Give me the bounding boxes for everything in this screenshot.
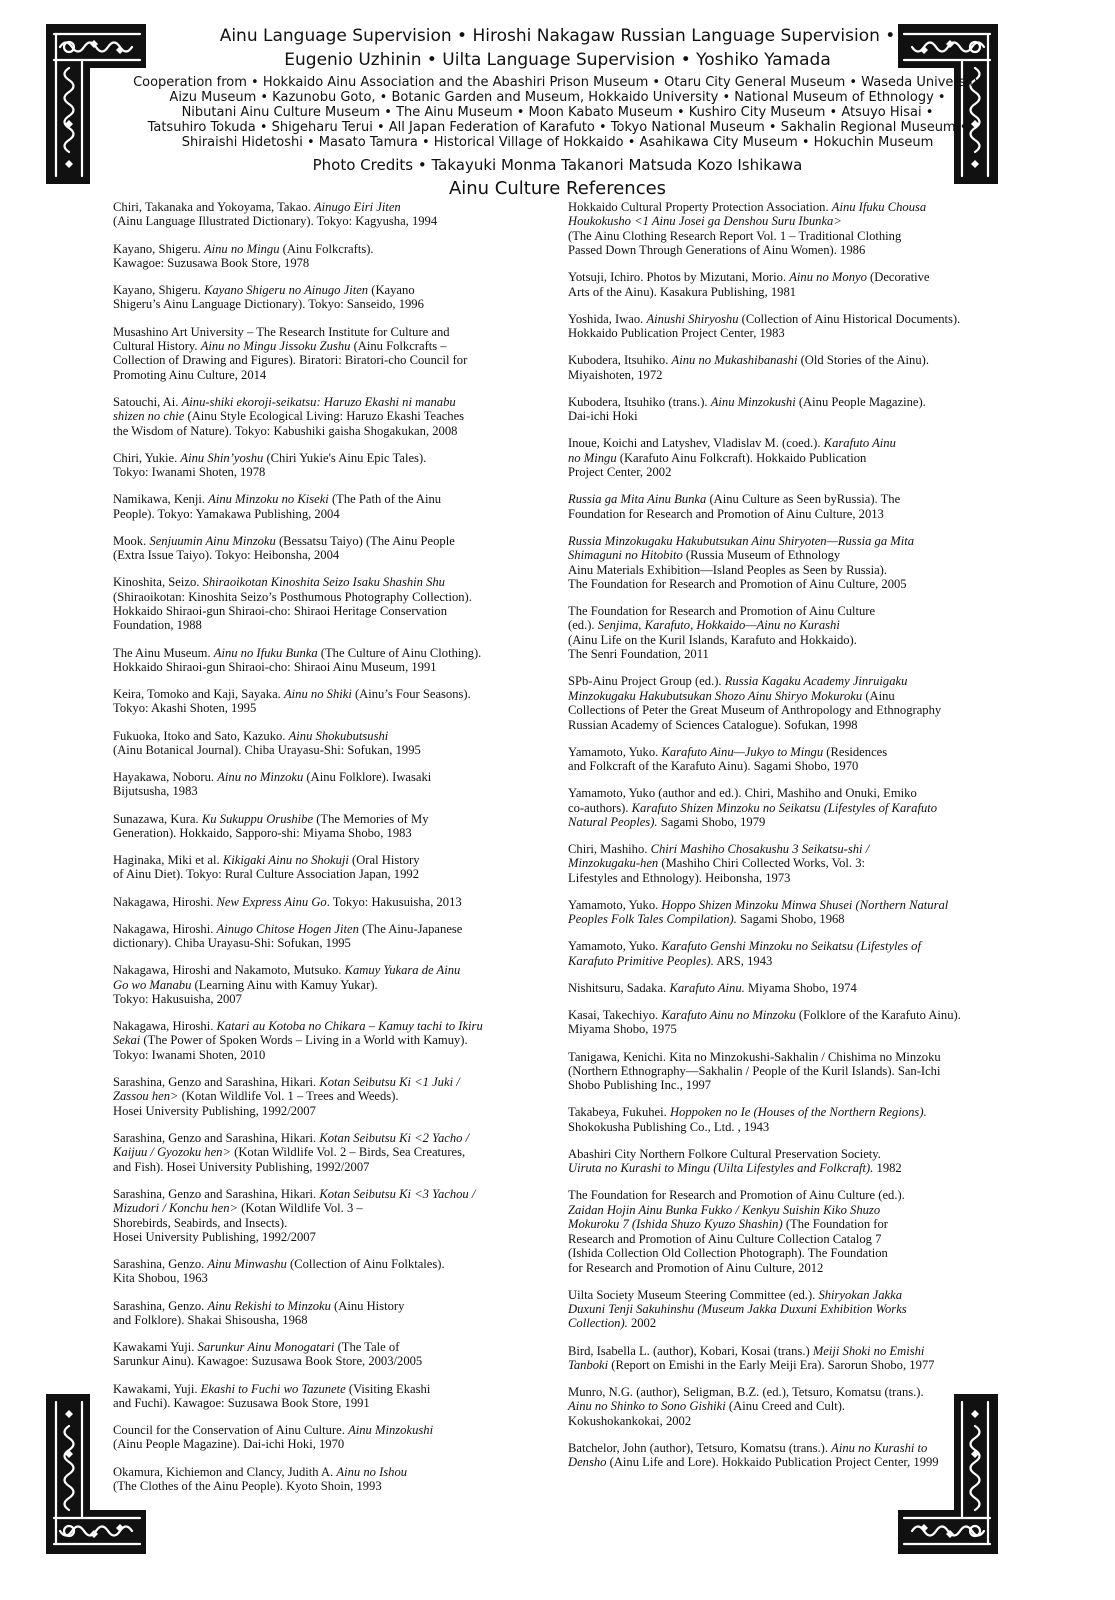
reference-entry [113, 1423, 568, 1452]
reference-details: (Report on Emishi in the Early Meiji Era). Sarorun Shobo, 1977 [608, 1357, 935, 1372]
reference-details: (Karafuto Ainu Folkcraft). Hokkaido Publication Project Center, 2002 [568, 450, 867, 480]
reference-details: (The Clothes of the Ainu People). Kyoto Shoin, 1993 [113, 1478, 382, 1493]
reference-author: Nakagawa, Hiroshi. [113, 921, 217, 936]
reference-details: (Kotan Wildlife Vol. 1 – Trees and Weeds). Hosei University Publishing, 1992/2007 [113, 1089, 399, 1118]
reference-entry [113, 1257, 568, 1286]
reference-title: Russia Minzokugaku Hakubutsukan Ainu Shiryoten—Russia ga Mita Shimaguni no Hitobito [568, 533, 915, 563]
reference-entry [568, 1105, 1058, 1134]
reference-title: Kotan Seibutsu Ki <2 Yacho / Kaijuu / Gyozoku hen> [113, 1130, 470, 1160]
references-right-column [568, 200, 1058, 1482]
reference-details: (Ainu Botanical Journal). Chiba Urayasu-Shi: Sofukan, 1995 [113, 742, 421, 757]
reference-details: (Folklore of the Karafuto Ainu). Miyama Shobo, 1975 [568, 1008, 961, 1037]
reference-author: The Ainu Museum. [113, 645, 214, 660]
reference-entry [113, 1382, 568, 1411]
reference-details: (The Culture of Ainu Clothing). Hokkaido Shiraoi-gun Shiraoi-cho: Shiraoi Ainu Museum, 1991 [113, 645, 482, 674]
reference-author: The Foundation for Research and Promotion of Ainu Culture (ed.). [568, 604, 876, 633]
reference-author: Kayano, Shigeru. [113, 241, 204, 256]
reference-entry [568, 395, 1058, 424]
reference-details: (Collection of Ainu Folktales). Kita Shobou, 1963 [113, 1257, 445, 1286]
reference-title: Uiruta no Kurashi to Mingu (Uilta Lifestyles and Folkcraft). [568, 1161, 874, 1176]
reference-details: (Mashiho Chiri Collected Works, Vol. 3: Lifestyles and Ethnology). Heibonsha, 1973 [568, 856, 866, 885]
reference-title: Karafuto Ainu no Mingu [568, 436, 896, 465]
reference-title: Ainu no Ifuku Bunka [213, 645, 318, 660]
reference-author: Abashiri City Northern Folkore Cultural Preservation Society. [568, 1146, 881, 1161]
reference-title: Karafuto Ainu. [669, 980, 745, 995]
reference-entry [568, 898, 1058, 927]
reference-title: Karafuto Ainu no Minzoku [661, 1008, 796, 1023]
reference-entry [113, 1187, 568, 1245]
reference-details: (Kotan Wildlife Vol. 3 – Shorebirds, Seabirds, and Insects). Hosei University Publishing, 1992/2007 [113, 1201, 363, 1244]
reference-title: Ainu Minzokushi [710, 394, 796, 409]
reference-entry [113, 283, 568, 312]
reference-entry [568, 1385, 1058, 1428]
reference-details: (Visiting Ekashi and Fuchi). Kawagoe: Suzusawa Book Store, 1991 [113, 1381, 431, 1410]
reference-entry [568, 1008, 1058, 1037]
reference-entry [568, 312, 1058, 341]
reference-title: Ainu Rekishi to Minzoku [207, 1298, 331, 1313]
reference-author: SPb-Ainu Project Group (ed.). [568, 674, 725, 689]
reference-details: (The Power of Spoken Words – Living in a World with Kamuy). Tokyo: Iwanami Shoten, 2010 [113, 1033, 468, 1062]
reference-entry [568, 1441, 1058, 1470]
reference-author: Kubodera, Itsuhiko. [568, 353, 672, 368]
reference-author: Mook. [113, 533, 150, 548]
reference-title: Shiraoikotan Kinoshita Seizo Isaku Shashin Shu [202, 575, 445, 590]
reference-entry [113, 1299, 568, 1328]
reference-entry [113, 451, 568, 480]
reference-author: Nakagawa, Hiroshi. [113, 1019, 217, 1034]
reference-title: Sarunkur Ainu Monogatari [197, 1340, 335, 1355]
credits-header [110, 24, 1005, 202]
cooperation-line: Cooperation from • Hokkaido Ainu Association and the Abashiri Prison Museum • Otaru City General Museum • Waseda University [133, 75, 982, 90]
reference-title: Ainushi Shiryoshu [646, 311, 739, 326]
reference-entry [568, 1050, 1058, 1093]
reference-details: (The Tale of Sarunkur Ainu). Kawagoe: Suzusawa Book Store, 2003/2005 [113, 1340, 423, 1369]
reference-details: (Kotan Wildlife Vol. 2 – Birds, Sea Creatures, and Fish). Hosei University Publishing, 1992/2007 [113, 1145, 466, 1174]
reference-author: Chiri, Yukie. [113, 450, 181, 465]
reference-title: Meiji Shoki no Emishi Tanboki [568, 1343, 925, 1372]
reference-entry [113, 200, 568, 229]
reference-entry [113, 242, 568, 271]
reference-details: (Decorative Arts of the Ainu). Kasakura Publishing, 1981 [568, 270, 930, 299]
reference-title: Ainu no Minzoku [217, 770, 304, 785]
reference-details: (The Path of the Ainu People). Tokyo: Yamakawa Publishing, 2004 [113, 492, 442, 521]
reference-details: (Ainu People Magazine). Dai-ichi Hoki, 1970 [113, 1437, 345, 1452]
reference-author: Bird, Isabella L. (author), Kobari, Kosai (trans.) [568, 1343, 813, 1358]
reference-title: Ainu Minzokushi [348, 1423, 434, 1438]
reference-author: Yamamoto, Yuko. [568, 744, 662, 759]
reference-title: Ainu Ifuku Chousa Houkokusho <1 Ainu Josei ga Denshou Suru Ibunka> [568, 200, 927, 229]
reference-author: Sarashina, Genzo. [113, 1298, 208, 1313]
reference-author: Munro, N.G. (author), Seligman, B.Z. (ed.), Tetsuro, Komatsu (trans.). [568, 1385, 924, 1399]
reference-title: Kamuy Yukara de Ainu Go wo Manabu [113, 963, 461, 992]
reference-details: (Ainu Folkcrafts). Kawagoe: Suzusawa Book Store, 1978 [113, 241, 374, 270]
supervision-line-2: Eugenio Uzhinin • Uilta Language Supervision • Yoshiko Yamada [284, 50, 831, 70]
reference-title: Chiri Mashiho Chosakushu 3 Seikatsu-shi / Minzokugaku-hen [568, 842, 870, 871]
reference-details: (Kayano Shigeru’s Ainu Language Dictionary). Tokyo: Sanseido, 1996 [113, 283, 424, 312]
reference-title: Ainu no Ishou [336, 1464, 408, 1479]
reference-title: Ainugo Chitose Hogen Jiten [216, 921, 359, 936]
reference-author: Sarashina, Genzo and Sarashina, Hikari. [113, 1074, 320, 1089]
reference-title: Russia ga Mita Ainu Bunka [568, 492, 707, 507]
reference-entry [568, 1147, 1058, 1176]
reference-title: Ainu no Mingu [203, 241, 280, 256]
reference-details: (Chiri Yukie's Ainu Epic Tales). Tokyo: Iwanami Shoten, 1978 [113, 450, 427, 480]
reference-entry [568, 534, 1058, 592]
reference-details: (Ainu Culture as Seen byRussia). The Foundation for Research and Promotion of Ainu Culture, 2013 [568, 492, 901, 521]
reference-author: Takabeya, Fukuhei. [568, 1105, 670, 1120]
reference-details: (The Foundation for Research and Promotion of Ainu Culture Collection Catalog 7 (Ishida Collection Old Collection Photograph). The Foundation for Research and Promotion of Ainu Culture, 2012 [568, 1217, 888, 1275]
reference-author: Kinoshita, Seizo. [113, 575, 203, 590]
reference-entry [568, 674, 1058, 732]
references-title: Ainu Culture References [448, 178, 667, 199]
reference-author: Kayano, Shigeru. [113, 283, 204, 297]
reference-entry [113, 575, 568, 633]
reference-details: (Ainu Folkcrafts – Collection of Drawing and Figures). Biratori: Biratori-cho Council for Promoting Ainu Culture, 2014 [113, 338, 468, 382]
reference-title: Ku Sukuppu Orushibe [201, 811, 314, 826]
reference-title: Ainu Minzoku no Kiseki [208, 492, 329, 507]
reference-author: Yamamoto, Yuko. [568, 939, 662, 954]
reference-entry [113, 1019, 568, 1062]
reference-title: Senjuumin Ainu Minzoku [149, 533, 276, 548]
reference-author: Hayakawa, Noboru. [113, 770, 218, 785]
reference-details: (Bessatsu Taiyo) (The Ainu People (Extra Issue Taiyo). Tokyo: Heibonsha, 2004 [113, 533, 455, 563]
reference-title: Kotan Seibutsu Ki <1 Juki / Zassou hen> [113, 1074, 460, 1104]
reference-entry [568, 1188, 1058, 1274]
reference-details: (Shiraoikotan: Kinoshita Seizo’s Posthumous Photography Collection). Hokkaido Shiraoi-gun Shiraoi-cho: Shiraoi Heritage Conservation Foundation, 1988 [113, 589, 472, 633]
reference-author: Batchelor, John (author), Tetsuro, Komatsu (trans.). [568, 1440, 832, 1455]
reference-details: (Ainu Style Ecological Living: Haruzo Ekashi Teaches the Wisdom of Nature). Tokyo: Kabushiki gaisha Shogakukan, 2008 [113, 409, 465, 438]
reference-details: 2002 [627, 1316, 657, 1331]
reference-entry [568, 939, 1058, 968]
reference-entry [113, 895, 568, 909]
reference-author: Fukuoka, Itoko and Sato, Kazuko. [113, 728, 289, 743]
cooperation-line: Nibutani Ainu Culture Museum • The Ainu Museum • Moon Kabato Museum • Kushiro City Museum • Atsuyo Hisai • [181, 105, 934, 120]
reference-entry [568, 842, 1058, 885]
references-left-column [113, 200, 568, 1506]
reference-entry [113, 963, 568, 1006]
reference-author: Yotsuji, Ichiro. Photos by Mizutani, Morio. [568, 270, 790, 285]
reference-author: Kawakami Yuji. [113, 1340, 198, 1355]
reference-author: Nakagawa, Hiroshi and Nakamoto, Mutsuko. [113, 963, 345, 978]
reference-entry [568, 786, 1058, 829]
reference-details: (Ainu Language Illustrated Dictionary). Tokyo: Kagyusha, 1994 [113, 214, 438, 229]
reference-title: Ainu no Shinko to Sono Gishiki [568, 1399, 726, 1414]
reference-entry [568, 1344, 1058, 1373]
reference-details: Shokokusha Publishing Co., Ltd. , 1943 [568, 1119, 770, 1134]
reference-title: Zaidan Hojin Ainu Bunka Fukko / Kenkyu Suishin Kiko Shuzo Mokuroku 7 (Ishida Shuzo Kyuzo Shashin) [568, 1202, 881, 1232]
reference-title: Russia Kagaku Academy Jinruigaku Minzokugaku Hakubutsukan Shozo Ainu Shiryo Mokuroku [568, 674, 908, 703]
reference-author: Chiri, Mashiho. [568, 842, 651, 857]
reference-author: Namikawa, Kenji. [113, 492, 209, 507]
reference-author: Sarashina, Genzo. [113, 1257, 208, 1272]
reference-author: Sarashina, Genzo and Sarashina, Hikari. [113, 1130, 320, 1145]
reference-entry [113, 395, 568, 438]
reference-entry [568, 270, 1058, 299]
reference-details: (Residences and Folkcraft of the Karafuto Ainu). Sagami Shobo, 1970 [568, 744, 888, 774]
reference-author: Tanigawa, Kenichi. Kita no Minzokushi-Sakhalin / Chishima no Minzoku (Northern Ethnography—Sakhalin / People of the Kuril Islands). San-Ichi Shobo Publishing Inc., 1997 [568, 1049, 941, 1093]
reference-entry [113, 770, 568, 799]
reference-author: Yamamoto, Yuko. [568, 897, 662, 912]
reference-title: Ainugo Eiri Jiten [313, 200, 401, 214]
reference-entry [568, 492, 1058, 521]
cooperation-line: Shiraishi Hidetoshi • Masato Tamura • Historical Village of Hokkaido • Asahikawa City Museum • Hokuchin Museum [181, 135, 934, 150]
reference-title: Ainu Shokubutsushi [288, 728, 389, 743]
reference-details: (Old Stories of the Ainu). Miyaishoten, 1972 [568, 353, 929, 382]
reference-details: (The Ainu Clothing Research Report Vol. 1 – Traditional Clothing Passed Down Through Generations of Ainu Women). 1986 [568, 228, 902, 258]
reference-title: Karafuto Shizen Minzoku no Seikatsu (Lifestyles of Karafuto Natural Peoples). [568, 800, 938, 829]
reference-details: Miyama Shobo, 1974 [744, 980, 857, 995]
reference-details: (Ainu Folklore). Iwasaki Bijutsusha, 1983 [113, 770, 432, 799]
reference-details: Sagami Shobo, 1979 [657, 814, 766, 829]
reference-details: (The Ainu-Japanese dictionary). Chiba Urayasu-Shi: Sofukan, 1995 [113, 921, 463, 951]
reference-title: Ainu no Mukashibanashi [671, 353, 798, 368]
reference-author: Yamamoto, Yuko (author and ed.). Chiri, Mashiho and Onuki, Emiko co-authors). [568, 786, 917, 815]
reference-title: Ainu Minwashu [207, 1257, 287, 1272]
reference-entry [568, 604, 1058, 662]
reference-details: (Ainu History and Folklore). Shakai Shisousha, 1968 [113, 1298, 405, 1327]
reference-entry [568, 981, 1058, 995]
reference-title: Karafuto Genshi Minzoku no Seikatsu (Lifestyles of Karafuto Primitive Peoples). [568, 939, 921, 968]
photo-credits: Photo Credits • Takayuki Monma Takanori Matsuda Kozo Ishikawa [312, 156, 803, 174]
reference-entry [113, 1340, 568, 1369]
reference-author: Sarashina, Genzo and Sarashina, Hikari. [113, 1186, 320, 1201]
reference-entry [113, 1131, 568, 1174]
reference-entry [113, 325, 568, 383]
reference-details: (Ainu Life on the Kuril Islands, Karafuto and Hokkaido). The Senri Foundation, 2011 [568, 632, 857, 662]
reference-entry [568, 436, 1058, 479]
reference-entry [113, 646, 568, 675]
reference-entry [113, 1075, 568, 1118]
reference-title: Ainu no Kurashi to Densho [568, 1440, 928, 1470]
reference-details: ARS, 1943 [713, 953, 773, 968]
reference-author: The Foundation for Research and Promotion of Ainu Culture (ed.). [568, 1188, 905, 1203]
reference-author: Chiri, Takanaka and Yokoyama, Takao. [113, 200, 314, 214]
reference-author: Hokkaido Cultural Property Protection Association. [568, 200, 832, 214]
reference-author: Uilta Society Museum Steering Committee (ed.). [568, 1287, 819, 1302]
reference-details: (Ainu Life and Lore). Hokkaido Publication Project Center, 1999 [606, 1455, 939, 1470]
reference-author: Musashino Art University – The Research Institute for Culture and Cultural History. [113, 324, 450, 353]
reference-title: New Express Ainu Go [216, 894, 327, 909]
reference-entry [568, 200, 1058, 258]
reference-details: (Ainu People Magazine). Dai-ichi Hoki [568, 394, 926, 424]
reference-title: Ekashi to Fuchi wo Tazunete [200, 1381, 346, 1396]
reference-entry [113, 1465, 568, 1494]
reference-details: (Ainu’s Four Seasons). Tokyo: Akashi Shoten, 1995 [113, 687, 471, 716]
reference-title: Ainu-shiki ekoroji-seikatsu: Haruzo Ekashi ni manabu shizen no chie [113, 394, 456, 424]
reference-entry [568, 353, 1058, 382]
reference-author: Keira, Tomoko and Kaji, Sayaka. [113, 687, 284, 702]
cooperation-line: Aizu Museum • Kazunobu Goto, • Botanic Garden and Museum, Hokkaido University • National Museum of Ethnology • [169, 90, 946, 105]
cooperation-block [110, 75, 1005, 150]
reference-author: Yoshida, Iwao. [568, 311, 647, 326]
reference-author: Nakagawa, Hiroshi. [113, 894, 217, 909]
reference-title: Hoppoken no Ie (Houses of the Northern Regions). [669, 1105, 927, 1120]
reference-title: Ainu no Shiki [283, 687, 352, 702]
reference-entry [113, 534, 568, 563]
reference-details: (Russia Museum of Ethnology Ainu Materials Exhibition—Island Peoples as Seen by Russia). The Foundation for Research and Promotion of Ainu Culture, 2005 [568, 548, 907, 591]
reference-author: Kawakami, Yuji. [113, 1381, 201, 1396]
reference-author: Okamura, Kichiemon and Clancy, Judith A. [113, 1464, 337, 1479]
reference-author: Nishitsuru, Sadaka. [568, 980, 670, 995]
reference-title: Kayano Shigeru no Ainugo Jiten [203, 283, 369, 297]
reference-title: Ainu no Monyo [789, 270, 867, 285]
reference-title: Katari au Kotoba no Chikara – Kamuy tachi to Ikiru Sekai [113, 1019, 483, 1048]
reference-entry [113, 687, 568, 716]
reference-author: Inoue, Koichi and Latyshev, Vladislav M. (coed.). [568, 436, 824, 451]
reference-author: Kasai, Takechiyo. [568, 1008, 662, 1023]
reference-details: (Ainu Collections of Peter the Great Museum of Anthropology and Ethnography Russian Academy of Sciences Catalogue). Sofukan, 1998 [568, 688, 942, 732]
reference-entry [113, 492, 568, 521]
cooperation-line: Tatsuhiro Tokuda • Shigeharu Terui • All Japan Federation of Karafuto • Tokyo National Museum • Sakhalin Regional Museum • [147, 120, 968, 135]
reference-title: Shiryokan Jakka Duxuni Tenji Sakuhinshu (Museum Jakka Duxuni Exhibition Works Collection). [568, 1287, 907, 1331]
reference-details: (Ainu Creed and Cult). Kokushokankokai, 2002 [568, 1399, 846, 1428]
reference-title: Senjima, Karafuto, Hokkaido—Ainu no Kurashi [597, 618, 840, 633]
reference-title: Ainu no Mingu Jissoku Zushu [200, 338, 351, 353]
reference-title: Ainu Shin’yoshu [180, 450, 264, 465]
reference-details: Sagami Shobo, 1968 [736, 912, 845, 927]
reference-entry [568, 745, 1058, 774]
reference-entry [113, 812, 568, 841]
reference-details: . Tokyo: Hakusuisha, 2013 [326, 894, 462, 909]
reference-details: (The Memories of My Generation). Hokkaido, Sapporo-shi: Miyama Shobo, 1983 [113, 811, 429, 840]
reference-entry [568, 1288, 1058, 1331]
reference-author: Council for the Conservation of Ainu Culture. [113, 1423, 349, 1438]
reference-author: Sunazawa, Kura. [113, 811, 202, 826]
reference-details: (Oral History of Ainu Diet). Tokyo: Rural Culture Association Japan, 1992 [113, 853, 420, 882]
supervision-line-1: Ainu Language Supervision • Hiroshi Nakagaw Russian Language Supervision • [219, 26, 896, 46]
reference-details: 1982 [873, 1161, 902, 1176]
reference-author: Kubodera, Itsuhiko (trans.). [568, 394, 711, 409]
reference-entry [113, 729, 568, 758]
reference-title: Karafuto Ainu—Jukyo to Mingu [661, 744, 824, 759]
reference-author: Haginaka, Miki et al. [113, 853, 223, 868]
reference-title: Kotan Seibutsu Ki <3 Yachou / Mizudori / Konchu hen> [113, 1186, 476, 1216]
reference-title: Kikigaki Ainu no Shokuji [222, 853, 349, 868]
reference-entry [113, 922, 568, 951]
reference-details: (Collection of Ainu Historical Documents). Hokkaido Publication Project Center, 1983 [568, 311, 961, 341]
reference-title: Hoppo Shizen Minzoku Minwa Shusei (Northern Natural Peoples Folk Tales Compilation). [568, 897, 949, 927]
reference-details: (Learning Ainu with Kamuy Yukar). Tokyo: Hakusuisha, 2007 [113, 977, 378, 1006]
reference-entry [113, 853, 568, 882]
reference-author: Satouchi, Ai. [113, 394, 182, 409]
